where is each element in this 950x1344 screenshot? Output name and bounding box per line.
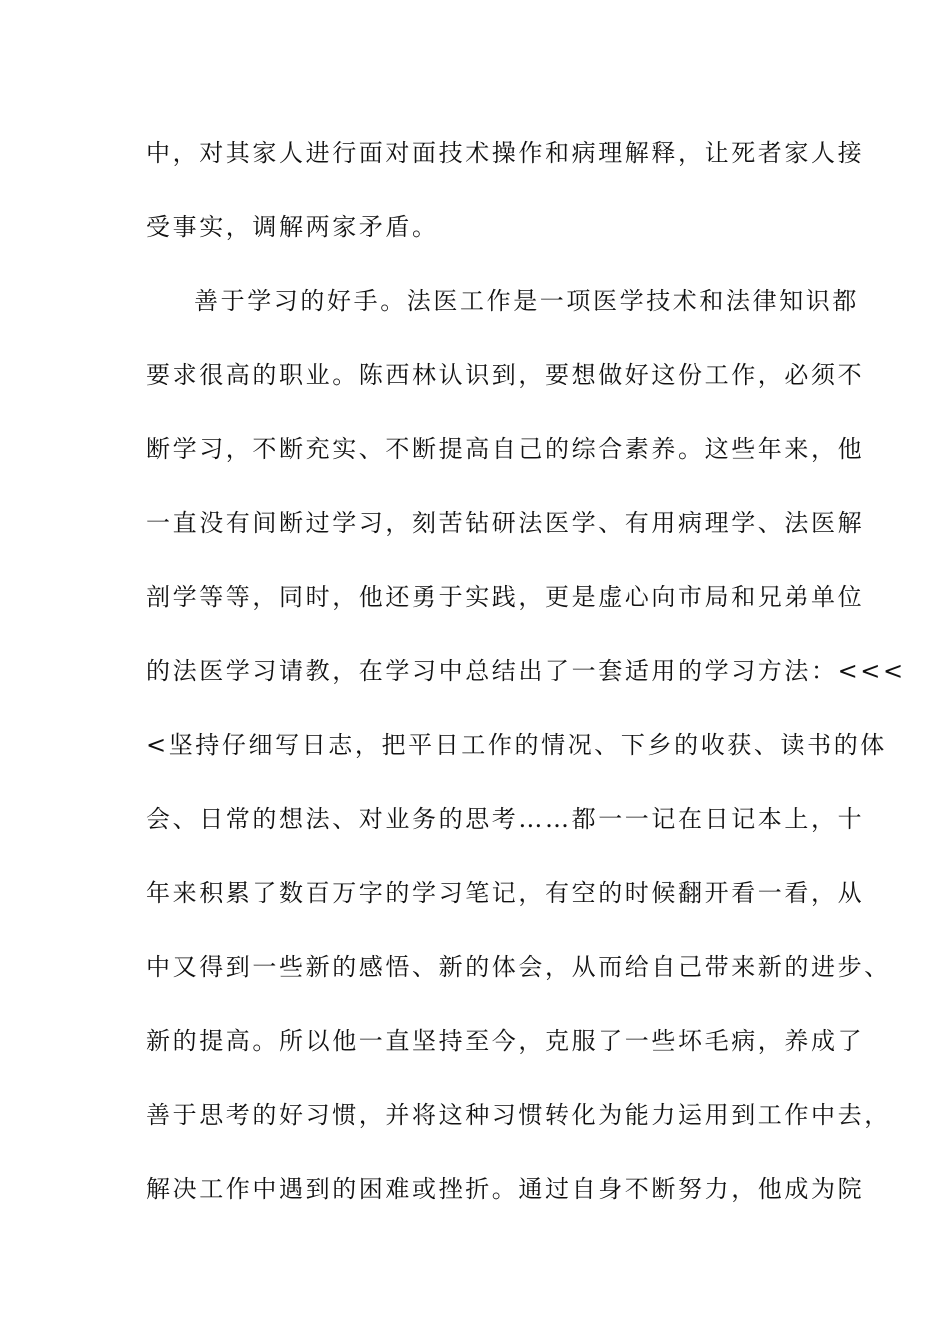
body-text-line: <坚持仔细写日志，把平日工作的情况、下乡的收获、读书的体: [146, 731, 887, 759]
paragraph-first-line: 善于学习的好手。法医工作是一项医学技术和法律知识都: [194, 287, 859, 315]
body-text-line: 的法医学习请教，在学习中总结出了一套适用的学习方法：<<<: [146, 657, 906, 685]
body-text-line: 解决工作中遇到的困难或挫折。通过自身不断努力，他成为院: [146, 1175, 865, 1203]
body-text-line: 中，对其家人进行面对面技术操作和病理解释，让死者家人接: [146, 139, 865, 167]
body-text-line: 一直没有间断过学习，刻苦钻研法医学、有用病理学、法医解: [146, 509, 865, 537]
body-text-line: 受事实，调解两家矛盾。: [146, 213, 439, 241]
body-text-line: 中又得到一些新的感悟、新的体会，从而给自己带来新的进步、: [146, 953, 891, 981]
body-text-line: 善于思考的好习惯，并将这种习惯转化为能力运用到工作中去，: [146, 1101, 891, 1129]
body-text-line: 断学习，不断充实、不断提高自己的综合素养。这些年来，他: [146, 435, 865, 463]
body-text-line: 要求很高的职业。陈西林认识到，要想做好这份工作，必须不: [146, 361, 865, 389]
body-text-line: 年来积累了数百万字的学习笔记，有空的时候翻开看一看，从: [146, 879, 865, 907]
body-text-line: 会、日常的想法、对业务的思考……都一一记在日记本上，十: [146, 805, 865, 833]
body-text-line: 剖学等等，同时，他还勇于实践，更是虚心向市局和兄弟单位: [146, 583, 865, 611]
body-text-line: 新的提高。所以他一直坚持至今，克服了一些坏毛病，养成了: [146, 1027, 865, 1055]
